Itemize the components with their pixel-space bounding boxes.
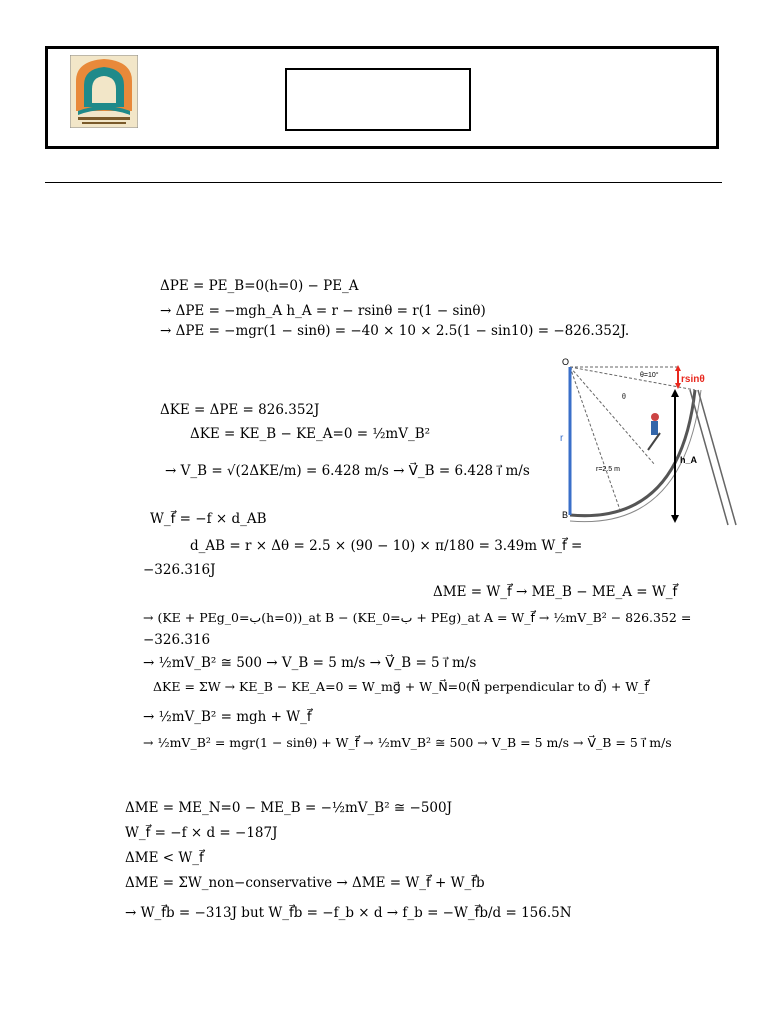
label-rsin: rsinθ <box>681 374 705 385</box>
equation-line-17: ΔME = ME_N=0 − ME_B = −½mV_B² ≅ −500J <box>125 800 453 816</box>
equation-line-3: → ΔPE = −mgr(1 − sinθ) = −40 × 10 × 2.5(1 − sin10) = −826.352J. <box>160 323 630 339</box>
equation-line-15: → ½mV_B² = mgh + W_f⃗ <box>143 709 312 725</box>
equation-line-6: → V_B = √(2ΔKE/m) = 6.428 m/s → V⃗_B = 6.428 i⃗ m/s <box>165 463 530 479</box>
university-arch-book-logo-icon <box>70 55 138 128</box>
equation-line-13: → ½mV_B² ≅ 500 → V_B = 5 m/s → V⃗_B = 5 i⃗ m/s <box>143 655 477 671</box>
ramp-arc <box>570 390 695 516</box>
title-box <box>285 68 471 131</box>
equation-line-5: ΔKE = KE_B − KE_A=0 = ½mV_B² <box>190 426 431 442</box>
equation-line-8: d_AB = r × Δθ = 2.5 × (90 − 10) × π/180 = 3.49m W_f⃗ = <box>190 538 583 554</box>
skier-figure-icon <box>648 413 660 450</box>
equation-line-16: → ½mV_B² = mgr(1 − sinθ) + W_f⃗ → ½mV_B² ≅ 500 → V_B = 5 m/s → V⃗_B = 5 i⃗ m/s <box>143 735 672 750</box>
equation-line-18: W_f⃗ = −f × d = −187J <box>125 825 278 841</box>
equation-line-9: −326.316J <box>143 562 216 578</box>
equation-line-1: ΔPE = PE_B=0(h=0) − PE_A <box>160 278 359 294</box>
horizontal-rule <box>45 182 722 183</box>
equation-line-7: W_f⃗ = −f × d_AB <box>150 511 267 527</box>
equation-line-11: → (KE + PEg_ب=0(h=0))_at B − (KE_ب=0 + PEg)_at A = W_f⃗ → ½mV_B² − 826.352 = <box>143 610 692 625</box>
equation-line-19: ΔME < W_f⃗ <box>125 850 204 866</box>
label-o: O <box>562 357 570 367</box>
equation-line-12: −326.316 <box>143 632 211 648</box>
label-b: B <box>562 510 569 520</box>
label-r: r <box>560 433 564 444</box>
equation-line-2: → ΔPE = −mgh_A h_A = r − rsinθ = r(1 − sinθ) <box>160 303 486 319</box>
equation-line-14: ΔKE = ΣW → KE_B − KE_A=0 = W_mg⃗ + W_N⃗=0(N⃗ perpendicular to d⃗) + W_f⃗ <box>153 679 649 694</box>
equation-line-4: ΔKE = ΔPE = 826.352J <box>160 402 320 418</box>
label-theta-value: θ=10° <box>640 372 659 379</box>
equation-line-20: ΔME = ΣW_non−conservative → ΔME = W_f⃗ + W_f⃗b <box>125 875 485 891</box>
equation-line-10: ΔME = W_f⃗ → ME_B − ME_A = W_f⃗ <box>433 584 678 600</box>
label-theta: θ <box>622 392 626 401</box>
label-ha: h_A <box>680 455 698 465</box>
label-radius: r=2.5 m <box>596 466 620 473</box>
skier-circular-ramp-diagram <box>560 355 745 535</box>
equation-line-21: → W_f⃗b = −313J but W_f⃗b = −f_b × d → f_b = −W_f⃗b/d = 156.5N <box>125 905 572 921</box>
